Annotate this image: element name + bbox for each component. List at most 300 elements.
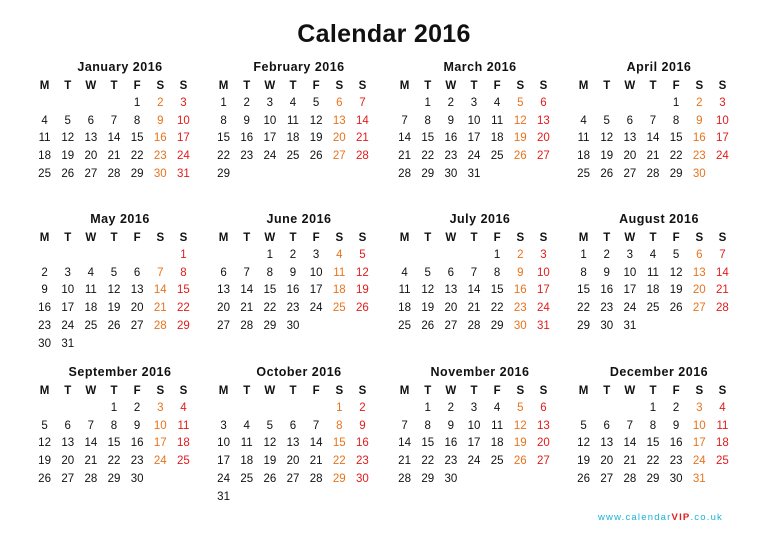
day-cell: 3 [220, 419, 227, 432]
day-cell: 17 [153, 437, 167, 450]
month-days-table [572, 382, 734, 489]
empty-cell [711, 166, 734, 184]
month-block [212, 60, 374, 184]
day-cell: 21 [153, 302, 167, 315]
month-block [212, 212, 374, 336]
weekday-header-row [212, 382, 374, 400]
day-cell: 16 [240, 132, 254, 145]
day-cell: 21 [623, 455, 637, 468]
day-cell: 8 [110, 419, 118, 432]
day-cell: 20 [537, 132, 550, 145]
empty-cell [172, 336, 195, 354]
day-cell: 31 [467, 167, 481, 180]
weekday-header: M [218, 385, 229, 397]
day-cell: 3 [312, 249, 320, 261]
day-cell: 27 [600, 472, 614, 485]
day-cell: 5 [359, 249, 366, 261]
day-cell: 13 [286, 437, 300, 450]
day-cell: 19 [309, 132, 323, 145]
day-cell: 13 [84, 132, 98, 145]
weekday-header-row [393, 382, 555, 400]
day-cell: 30 [153, 167, 167, 180]
day-cell: 23 [513, 302, 527, 315]
week-row [393, 166, 555, 184]
day-cell: 14 [398, 437, 411, 450]
day-cell: 6 [64, 419, 71, 432]
day-cell: 22 [421, 150, 435, 163]
weekday-header: S [358, 80, 367, 92]
weekday-header: T [110, 232, 118, 244]
month-days-table [572, 77, 734, 184]
day-cell: 30 [286, 319, 300, 332]
day-cell: 4 [493, 402, 501, 414]
day-cell: 2 [243, 97, 250, 109]
day-cell: 7 [401, 114, 408, 127]
weekday-header: W [445, 80, 457, 92]
day-cell: 9 [133, 419, 141, 432]
day-cell: 13 [332, 114, 346, 127]
day-cell: 15 [421, 437, 435, 450]
day-cell: 6 [133, 266, 141, 279]
day-cell: 5 [517, 97, 524, 109]
empty-cell [126, 247, 149, 265]
day-cell: 25 [38, 167, 51, 180]
weekday-header: S [516, 232, 525, 244]
day-cell: 24 [467, 150, 481, 163]
day-cell: 14 [623, 437, 637, 450]
day-cell: 1 [180, 249, 187, 261]
day-cell: 2 [289, 249, 297, 261]
day-cell: 23 [153, 150, 167, 163]
week-row [33, 418, 195, 436]
week-row [212, 400, 374, 418]
day-cell: 3 [696, 402, 703, 414]
week-row [212, 489, 374, 507]
day-cell: 17 [217, 455, 230, 468]
empty-cell [33, 95, 56, 113]
month-days-table [393, 229, 555, 336]
day-cell: 25 [177, 455, 190, 468]
weekday-header: T [243, 80, 251, 92]
week-row [393, 453, 555, 471]
weekday-header: W [85, 385, 97, 397]
month-days-table [212, 382, 374, 506]
day-cell: 9 [41, 284, 48, 297]
weekday-header-row [572, 382, 734, 400]
day-cell: 9 [672, 419, 680, 432]
day-cell: 25 [716, 455, 729, 468]
weekday-header: S [539, 232, 548, 244]
day-cell: 13 [692, 266, 706, 279]
weekday-header: W [85, 232, 97, 244]
site-url-highlight: VIP [671, 512, 691, 523]
empty-cell [149, 471, 172, 489]
day-cell: 16 [153, 132, 167, 145]
day-cell: 2 [447, 402, 455, 414]
weekday-header: T [649, 80, 657, 92]
day-cell: 13 [623, 132, 637, 145]
week-row [33, 166, 195, 184]
day-cell: 28 [646, 167, 660, 180]
day-cell: 27 [286, 472, 300, 485]
day-cell: 5 [580, 419, 587, 432]
day-cell: 23 [356, 455, 369, 468]
weekday-header: T [603, 80, 611, 92]
week-row [212, 282, 374, 300]
week-row [393, 300, 555, 318]
day-cell: 21 [646, 150, 660, 163]
day-cell: 30 [692, 167, 706, 180]
day-cell: 1 [220, 97, 227, 109]
weekday-header: M [218, 232, 229, 244]
day-cell: 23 [38, 319, 51, 332]
weekday-header: S [335, 232, 344, 244]
weekday-header: M [399, 80, 410, 92]
day-cell: 11 [716, 419, 729, 432]
weekday-header: M [218, 80, 229, 92]
week-row [572, 453, 734, 471]
weekday-header-row [572, 229, 734, 247]
day-cell: 8 [424, 419, 431, 432]
day-cell: 12 [107, 284, 121, 297]
weekday-header: S [179, 80, 188, 92]
day-cell: 28 [84, 472, 98, 485]
weekday-header: T [649, 232, 657, 244]
day-cell: 14 [716, 266, 729, 279]
empty-cell [56, 247, 79, 265]
day-cell: 14 [356, 114, 369, 127]
day-cell: 17 [309, 284, 323, 297]
day-cell: 30 [669, 472, 683, 485]
empty-cell [172, 471, 195, 489]
week-row [33, 282, 195, 300]
day-cell: 15 [332, 437, 346, 450]
weekday-header: S [695, 385, 704, 397]
weekday-header: S [718, 385, 727, 397]
month-days-table [33, 229, 195, 353]
day-cell: 15 [669, 132, 683, 145]
weekday-header: T [110, 385, 118, 397]
week-row [33, 318, 195, 336]
day-cell: 3 [180, 97, 187, 109]
empty-cell [641, 95, 664, 113]
day-cell: 19 [38, 455, 51, 468]
empty-cell [79, 336, 102, 354]
week-row [33, 130, 195, 148]
day-cell: 15 [217, 132, 230, 145]
day-cell: 30 [444, 167, 458, 180]
day-cell: 14 [240, 284, 254, 297]
month-name: July 2016 [449, 212, 511, 226]
day-cell: 3 [266, 97, 274, 109]
day-cell: 24 [537, 302, 550, 315]
week-row [572, 265, 734, 283]
day-cell: 18 [490, 437, 504, 450]
day-cell: 9 [517, 266, 524, 279]
week-row [212, 418, 374, 436]
day-cell: 28 [398, 167, 411, 180]
weekday-header: S [539, 80, 548, 92]
day-cell: 18 [646, 284, 660, 297]
weekday-header: S [695, 80, 704, 92]
day-cell: 6 [540, 97, 547, 109]
day-cell: 29 [490, 319, 504, 332]
day-cell: 17 [467, 437, 481, 450]
weekday-header: S [718, 232, 727, 244]
day-cell: 10 [467, 419, 481, 432]
day-cell: 20 [692, 284, 706, 297]
empty-cell [212, 400, 235, 418]
month-days-table [393, 77, 555, 184]
weekday-header: W [624, 232, 636, 244]
weekday-header: T [603, 385, 611, 397]
weekday-header-row [393, 229, 555, 247]
day-cell: 8 [493, 266, 501, 279]
day-cell: 29 [107, 472, 121, 485]
empty-cell [149, 247, 172, 265]
day-cell: 23 [600, 302, 614, 315]
day-cell: 31 [217, 490, 230, 503]
week-row [393, 265, 555, 283]
day-cell: 21 [240, 302, 254, 315]
day-cell: 7 [626, 419, 634, 432]
day-cell: 1 [672, 97, 680, 109]
weekday-header-row [33, 229, 195, 247]
day-cell: 24 [61, 319, 75, 332]
day-cell: 27 [332, 150, 346, 163]
day-cell: 25 [490, 150, 504, 163]
weekday-header: W [264, 232, 276, 244]
day-cell: 1 [424, 97, 431, 109]
weekday-header: W [264, 80, 276, 92]
week-row [212, 300, 374, 318]
weekday-header: M [399, 385, 410, 397]
day-cell: 16 [286, 284, 300, 297]
day-cell: 26 [356, 302, 369, 315]
empty-cell [711, 318, 734, 336]
day-cell: 1 [649, 402, 657, 414]
weekday-header: F [133, 80, 141, 92]
empty-cell [595, 400, 618, 418]
day-cell: 12 [263, 437, 277, 450]
day-cell: 20 [332, 132, 346, 145]
day-cell: 29 [217, 167, 230, 180]
empty-cell [641, 318, 664, 336]
week-row [33, 453, 195, 471]
empty-cell [149, 336, 172, 354]
day-cell: 22 [217, 150, 230, 163]
day-cell: 28 [398, 472, 411, 485]
day-cell: 14 [107, 132, 121, 145]
day-cell: 12 [421, 284, 435, 297]
month-block [393, 60, 555, 184]
day-cell: 22 [332, 455, 346, 468]
day-cell: 9 [157, 114, 164, 127]
weekday-header: W [624, 385, 636, 397]
empty-cell [33, 400, 56, 418]
day-cell: 29 [130, 167, 144, 180]
day-cell: 3 [64, 266, 71, 279]
day-cell: 12 [356, 266, 369, 279]
month-name: September 2016 [68, 365, 172, 379]
day-cell: 1 [493, 249, 501, 261]
day-cell: 2 [359, 402, 366, 414]
day-cell: 16 [513, 284, 527, 297]
day-cell: 13 [444, 284, 458, 297]
day-cell: 20 [217, 302, 230, 315]
day-cell: 2 [447, 97, 455, 109]
day-cell: 17 [263, 132, 277, 145]
day-cell: 11 [491, 419, 504, 432]
day-cell: 6 [220, 266, 227, 279]
day-cell: 8 [180, 266, 187, 279]
day-cell: 26 [107, 319, 121, 332]
day-cell: 27 [84, 167, 98, 180]
day-cell: 29 [577, 319, 590, 332]
empty-cell [33, 247, 56, 265]
empty-cell [212, 247, 235, 265]
day-cell: 7 [110, 114, 118, 127]
month-days-table [393, 382, 555, 489]
weekday-header: S [516, 80, 525, 92]
empty-cell [462, 247, 485, 265]
week-row [572, 113, 734, 131]
day-cell: 26 [577, 472, 590, 485]
day-cell: 20 [444, 302, 458, 315]
week-row [572, 166, 734, 184]
day-cell: 14 [646, 132, 660, 145]
day-cell: 5 [110, 266, 118, 279]
weekday-header: T [243, 232, 251, 244]
day-cell: 13 [61, 437, 75, 450]
empty-cell [126, 336, 149, 354]
day-cell: 29 [646, 472, 660, 485]
site-url[interactable] [598, 512, 723, 523]
month-block [572, 212, 734, 336]
day-cell: 14 [467, 284, 481, 297]
day-cell: 22 [646, 455, 660, 468]
day-cell: 18 [240, 455, 254, 468]
month-name: March 2016 [443, 60, 517, 74]
weekday-header: W [445, 385, 457, 397]
empty-cell [328, 318, 351, 336]
day-cell: 9 [447, 114, 455, 127]
empty-cell [665, 318, 688, 336]
day-cell: 30 [444, 472, 458, 485]
day-cell: 3 [157, 402, 164, 414]
day-cell: 16 [692, 132, 706, 145]
day-cell: 13 [217, 284, 230, 297]
empty-cell [532, 166, 555, 184]
day-cell: 29 [421, 472, 435, 485]
day-cell: 10 [263, 114, 277, 127]
day-cell: 28 [467, 319, 481, 332]
day-cell: 11 [240, 437, 253, 450]
day-cell: 6 [87, 114, 95, 127]
day-cell: 28 [153, 319, 167, 332]
empty-cell [509, 471, 532, 489]
week-row [393, 435, 555, 453]
weekday-header: F [493, 232, 501, 244]
empty-cell [102, 336, 125, 354]
day-cell: 1 [110, 402, 118, 414]
day-cell: 24 [692, 455, 706, 468]
day-cell: 6 [540, 402, 547, 414]
day-cell: 3 [719, 97, 726, 109]
day-cell: 1 [266, 249, 274, 261]
day-cell: 12 [669, 266, 683, 279]
week-row [572, 148, 734, 166]
day-cell: 18 [38, 150, 51, 163]
week-row [572, 435, 734, 453]
weekday-header: T [64, 80, 72, 92]
day-cell: 21 [309, 455, 323, 468]
day-cell: 14 [84, 437, 98, 450]
day-cell: 31 [692, 472, 706, 485]
day-cell: 28 [623, 472, 637, 485]
day-cell: 20 [537, 437, 550, 450]
weekday-header: S [335, 385, 344, 397]
weekday-header: F [493, 385, 501, 397]
day-cell: 4 [87, 266, 95, 279]
day-cell: 19 [61, 150, 75, 163]
day-cell: 28 [356, 150, 369, 163]
day-cell: 6 [289, 419, 297, 432]
weekday-header: T [603, 232, 611, 244]
empty-cell [486, 166, 509, 184]
day-cell: 24 [467, 455, 481, 468]
day-cell: 24 [177, 150, 190, 163]
day-cell: 25 [490, 455, 504, 468]
day-cell: 28 [309, 472, 323, 485]
day-cell: 15 [646, 437, 660, 450]
week-row [33, 247, 195, 265]
day-cell: 4 [580, 114, 587, 127]
day-cell: 5 [64, 114, 71, 127]
weekday-header-row [33, 382, 195, 400]
day-cell: 9 [447, 419, 455, 432]
day-cell: 15 [490, 284, 504, 297]
day-cell: 30 [38, 337, 51, 350]
weekday-header: F [312, 80, 320, 92]
day-cell: 1 [133, 97, 141, 109]
week-row [212, 265, 374, 283]
day-cell: 20 [61, 455, 75, 468]
day-cell: 7 [719, 249, 726, 261]
day-cell: 8 [220, 114, 227, 127]
empty-cell [416, 247, 439, 265]
day-cell: 22 [669, 150, 683, 163]
week-row [212, 113, 374, 131]
week-row [572, 130, 734, 148]
day-cell: 10 [61, 284, 75, 297]
day-cell: 10 [623, 266, 637, 279]
day-cell: 21 [398, 455, 411, 468]
weekday-header: S [516, 385, 525, 397]
week-row [393, 247, 555, 265]
day-cell: 22 [177, 302, 190, 315]
month-block [212, 365, 374, 506]
month-name: August 2016 [619, 212, 699, 226]
day-cell: 21 [84, 455, 98, 468]
empty-cell [393, 95, 416, 113]
day-cell: 13 [130, 284, 144, 297]
weekday-header: T [424, 232, 432, 244]
week-row [212, 95, 374, 113]
day-cell: 18 [332, 284, 346, 297]
month-block [393, 365, 555, 489]
day-cell: 19 [263, 455, 277, 468]
